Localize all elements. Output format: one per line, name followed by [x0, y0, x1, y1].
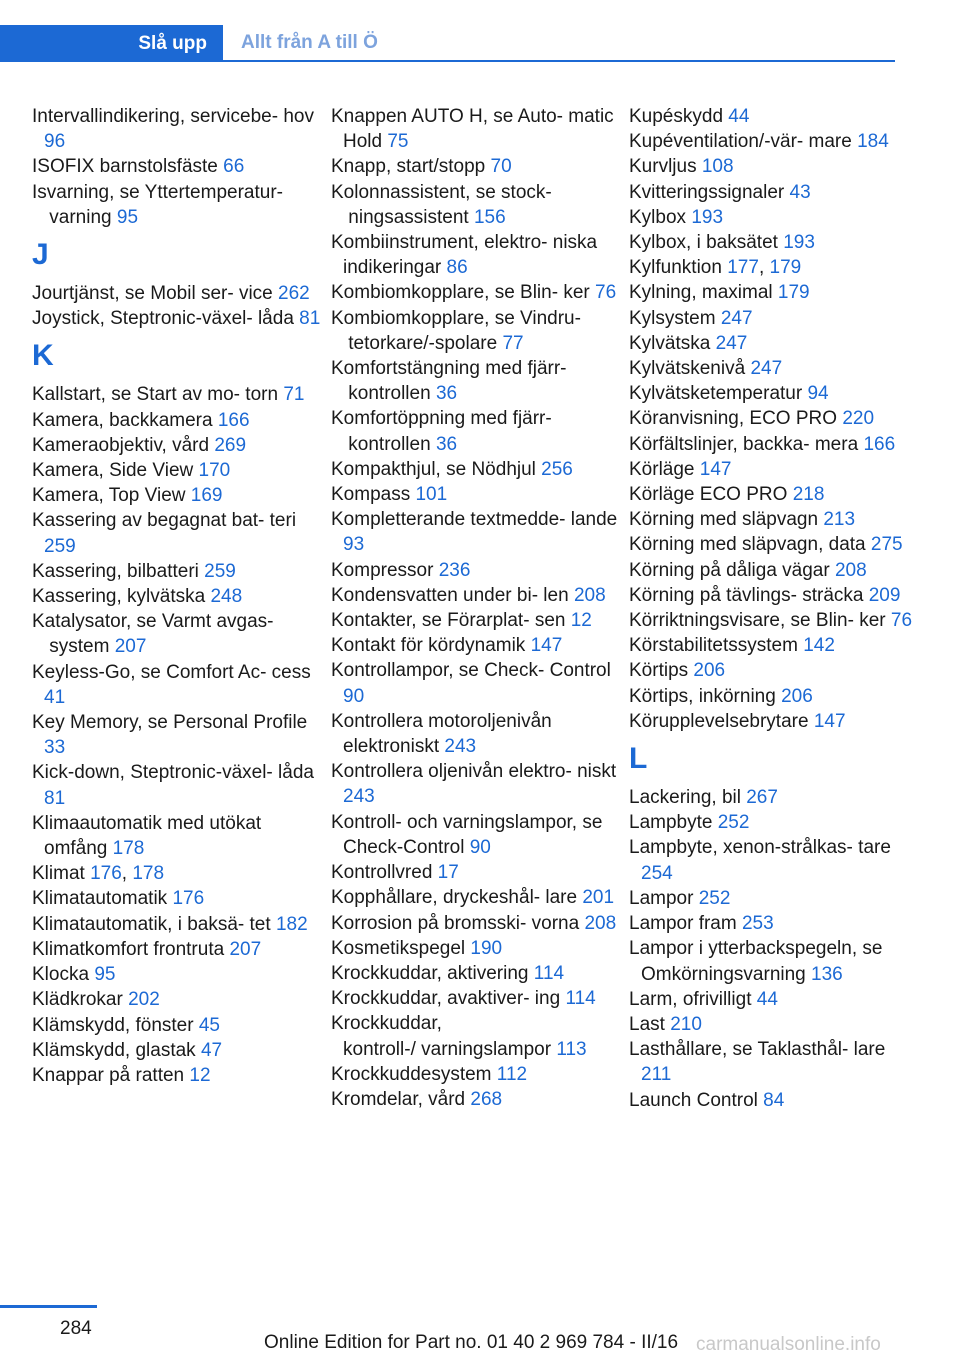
page-ref-link[interactable]: 208: [584, 912, 617, 934]
index-entry: [32, 937, 322, 962]
entry-text: Lampor fram: [629, 913, 737, 935]
index-entry: [331, 1062, 621, 1087]
entry-text: Kompakthjul, se Nödhjul: [331, 458, 536, 480]
entry-text: Kylvätskenivå: [629, 358, 746, 380]
header-divider: [0, 60, 895, 62]
page-ref-link[interactable]: 86: [446, 257, 468, 279]
page-ref-link[interactable]: 201: [582, 887, 615, 909]
page-ref-link[interactable]: 208: [834, 559, 867, 581]
entry-text: Kassering, bilbatteri: [32, 560, 199, 582]
entry-text: Kompass: [331, 484, 411, 506]
entry-text: Körning på dåliga vägar: [629, 559, 830, 581]
entry-text: Krockkuddar, avaktiver- ing: [331, 988, 561, 1010]
index-column-3: [629, 104, 919, 1113]
page-ref-link[interactable]: 220: [842, 408, 875, 430]
entry-text: Kromdelar, vård: [331, 1088, 466, 1110]
entry-text: Krockkuddesystem: [331, 1063, 492, 1085]
page-ref-link[interactable]: 211: [641, 1064, 672, 1086]
entry-text: Kupéventilation/-vär- mare: [629, 131, 852, 153]
section-letter: K: [32, 339, 54, 373]
index-entry: [629, 406, 919, 431]
entry-text: Kontrollampor, se Check- Control: [331, 660, 611, 682]
index-entry: [629, 356, 919, 381]
page-ref-link[interactable]: 190: [470, 937, 503, 959]
index-entry: [629, 306, 919, 331]
index-entry: [331, 633, 621, 658]
page-ref-link[interactable]: 184: [857, 131, 889, 153]
index-entry: [331, 356, 621, 406]
tab-sla-upp[interactable]: Slå upp: [0, 25, 223, 62]
entry-text: Kamera, Top View: [32, 485, 186, 507]
index-entry: [331, 583, 621, 608]
page-ref-link[interactable]: 208: [573, 584, 606, 606]
page-ref-link[interactable]: 275: [870, 534, 903, 556]
entry-text: Kontrollera motoroljenivån elektroniskt: [331, 710, 552, 758]
index-entry: [331, 154, 621, 179]
entry-text: Kassering av begagnat bat- teri: [32, 510, 297, 532]
index-entry: [331, 1087, 621, 1112]
index-entry: [629, 987, 919, 1012]
page-ref-link[interactable]: 147: [530, 635, 563, 657]
index-entry: [629, 608, 919, 633]
entry-text: Kylfunktion: [629, 257, 722, 279]
page-ref-link[interactable]: 213: [823, 509, 856, 531]
index-entry: [32, 433, 322, 458]
index-entry: [32, 104, 322, 154]
index-entry: [32, 962, 322, 987]
entry-text: Kompletterande textmedde- lande: [331, 509, 618, 531]
page-ref-link[interactable]: 166: [217, 409, 250, 431]
entry-text: Kylbox, i baksätet: [629, 232, 778, 254]
entry-text: Kassering, kylvätska: [32, 586, 206, 608]
entry-text: Körläge: [629, 458, 695, 480]
entry-text: Kosmetikspegel: [331, 937, 466, 959]
page-ref-link[interactable]: 193: [783, 232, 815, 254]
index-entry: [32, 1038, 322, 1063]
page-ref-link[interactable]: 253: [741, 913, 774, 935]
index-entry: [629, 1037, 919, 1087]
index-entry: [32, 408, 322, 433]
page-ref-link[interactable]: 76: [890, 610, 913, 632]
entry-text: Last: [629, 1013, 665, 1035]
entry-text: Lackering, bil: [629, 787, 741, 809]
entry-text: Key Memory, se Personal Profile: [32, 712, 308, 734]
page-ref-link[interactable]: 96: [44, 131, 66, 153]
header-bar: [0, 25, 895, 62]
page-ref-link[interactable]: 45: [198, 1014, 220, 1036]
index-entry: [331, 936, 621, 961]
entry-text: Isvarning, se Yttertemperatur- varning: [32, 181, 283, 228]
index-entry: [32, 1063, 322, 1088]
footer-divider: [0, 1305, 97, 1308]
index-entry: [32, 154, 322, 179]
page-ref-link[interactable]: 243: [343, 786, 375, 808]
entry-text: Kombiinstrument, elektro- niska indikeringar: [331, 232, 598, 279]
page-ref-link[interactable]: 114: [565, 988, 596, 1010]
entry-text: Klämskydd, glastak: [32, 1039, 196, 1061]
entry-text: Kolonnassistent, se stock- ningsassistent: [331, 181, 552, 228]
entry-text: Kylning, maximal: [629, 282, 773, 304]
page-ref-link[interactable]: 206: [693, 660, 726, 682]
entry-text: Lampor i ytterbackspegeln, se Omkörningsvarning: [629, 938, 883, 985]
index-entry: [32, 886, 322, 911]
entry-text: Launch Control: [629, 1089, 758, 1111]
index-entry: [32, 483, 322, 508]
index-entry: [32, 584, 322, 609]
page-ref-link[interactable]: 247: [720, 307, 753, 329]
entry-text: Klimatkomfort frontruta: [32, 938, 225, 960]
page-ref-link[interactable]: 259: [44, 535, 76, 557]
page-ref-link[interactable]: 44: [756, 988, 778, 1010]
index-entry: [32, 306, 322, 331]
index-entry: [629, 331, 919, 356]
page-ref-link[interactable]: 66: [223, 156, 245, 178]
index-entry: [629, 457, 919, 482]
entry-text: Kvitteringssignaler: [629, 181, 785, 203]
index-entry: [331, 885, 621, 910]
page-ref-link[interactable]: 75: [387, 131, 409, 153]
index-entry: [629, 205, 919, 230]
index-entry: [629, 1088, 919, 1113]
index-entry: [331, 709, 621, 759]
entry-text: Lampbyte, xenon-strålkas- tare: [629, 837, 891, 859]
page-ref-link[interactable]: 178: [112, 838, 145, 860]
index-entry: [629, 280, 919, 305]
page-ref-link[interactable]: 112: [496, 1063, 528, 1085]
index-entry: [32, 710, 322, 760]
page-ref-link[interactable]: 206: [781, 685, 813, 707]
page-ref-link[interactable]: 36: [435, 383, 458, 405]
page-ref-link[interactable]: 77: [502, 332, 524, 354]
index-entry: [32, 508, 322, 558]
entry-text: Kupéskydd: [629, 106, 724, 127]
entry-text: Kombiomkopplare, se Blin- ker: [331, 282, 590, 304]
entry-text: Kontroll- och varningslampor, se Check-Control: [331, 811, 603, 858]
entry-text: Kondensvatten under bi- len: [331, 584, 569, 606]
page-ref-link[interactable]: 33: [44, 737, 66, 759]
index-entry: [629, 785, 919, 810]
entry-text: Klocka: [32, 964, 90, 986]
page-ref-link[interactable]: 147: [699, 458, 732, 480]
page-ref-link[interactable]: 182: [275, 913, 308, 935]
page-ref-link[interactable]: 254: [641, 862, 673, 884]
entry-text: Körtips, inkörning: [629, 685, 776, 707]
index-entry: [331, 759, 621, 809]
index-column-1: [32, 104, 322, 1088]
page-ref-link[interactable]: 207: [114, 636, 147, 658]
index-entry: [629, 886, 919, 911]
page-ref-link[interactable]: 178: [132, 863, 165, 885]
entry-text: Korrosion på bromsski- vorna: [331, 912, 580, 934]
entry-text: Körtips: [629, 660, 689, 682]
entry-text: Köranvisning, ECO PRO: [629, 408, 838, 430]
entry-text: Kurvljus: [629, 156, 697, 178]
page-ref-link[interactable]: 76: [595, 282, 617, 304]
index-entry: [32, 180, 322, 230]
entry-text: Lasthållare, se Taklasthål- lare: [629, 1039, 886, 1061]
entry-text: Körning på tävlings- sträcka: [629, 584, 864, 606]
page-ref-link[interactable]: 169: [190, 485, 223, 507]
index-entry: [32, 458, 322, 483]
page-ref-link[interactable]: 108: [701, 156, 734, 178]
page-ref-link[interactable]: 136: [811, 963, 843, 985]
page-ref-link[interactable]: 36: [435, 433, 458, 455]
page-ref-link[interactable]: 202: [128, 989, 160, 1011]
entry-text: Kylbox: [629, 206, 687, 228]
page-ref-link[interactable]: 90: [469, 836, 491, 858]
entry-text: Klädkrokar: [32, 989, 123, 1011]
index-entry: [331, 230, 621, 280]
index-entry: [331, 860, 621, 885]
entry-text: Körfältslinjer, backka- mera: [629, 433, 859, 455]
index-entry: [629, 835, 919, 885]
index-entry: [32, 660, 322, 710]
page-ref-link[interactable]: 17: [437, 862, 459, 884]
index-entry: [629, 709, 919, 734]
page-ref-link[interactable]: 84: [763, 1089, 785, 1111]
entry-text: Katalysator, se Varmt avgas- system: [32, 611, 274, 658]
page-ref-link[interactable]: 179: [769, 257, 802, 279]
entry-text: Körläge ECO PRO: [629, 484, 788, 506]
page-ref-link[interactable]: 193: [691, 206, 724, 228]
index-entry: [629, 129, 919, 154]
index-entry: [629, 432, 919, 457]
entry-text: Körning med släpvagn, data: [629, 534, 866, 556]
page-ref-link[interactable]: 166: [863, 433, 896, 455]
page-ref-link[interactable]: 262: [278, 283, 310, 305]
entry-text: Krockkuddar, aktivering: [331, 962, 529, 984]
index-entry: [629, 658, 919, 683]
index-entry: [331, 986, 621, 1011]
index-entry: [629, 180, 919, 205]
index-entry: Klimat 176, 178: [32, 863, 165, 885]
page-ref-link[interactable]: 114: [533, 962, 565, 984]
entry-text: Komfortstängning med fjärr- kontrollen: [331, 358, 567, 405]
page-ref-link[interactable]: 218: [792, 484, 825, 506]
index-entry: [629, 1012, 919, 1037]
page-ref-link[interactable]: 176: [172, 888, 205, 910]
entry-text: Lampbyte: [629, 812, 713, 834]
index-entry: [32, 987, 322, 1012]
index-entry: [32, 912, 322, 937]
page-ref-link[interactable]: 209: [868, 584, 901, 606]
entry-text: Kopphållare, dryckeshål- lare: [331, 887, 578, 909]
page-ref-link[interactable]: 81: [44, 787, 66, 809]
index-entry: [629, 684, 919, 709]
entry-text: Kompressor: [331, 559, 434, 581]
page-ref-link[interactable]: 95: [116, 206, 139, 228]
entry-text: Knappen AUTO H, se Auto- matic Hold: [331, 106, 614, 153]
index-entry: [331, 810, 621, 860]
index-entry: [32, 382, 322, 407]
page-ref-link[interactable]: 71: [283, 384, 305, 406]
page-ref-link[interactable]: 94: [807, 383, 829, 405]
entry-text: Intervallindikering, servicebe- hov: [32, 106, 314, 127]
entry-text: Körning med släpvagn: [629, 509, 819, 531]
page-ref-link[interactable]: 90: [343, 685, 365, 707]
index-entry: [331, 608, 621, 633]
index-entry: [629, 532, 919, 557]
entry-text: Knappar på ratten: [32, 1064, 185, 1086]
entry-text: Körriktningsvisare, se Blin- ker: [629, 610, 886, 632]
index-entry: [629, 911, 919, 936]
page-ref-link[interactable]: 44: [728, 106, 750, 127]
page-ref-link[interactable]: 95: [94, 964, 116, 986]
edition-text: Online Edition for Part no. 01 40 2 969 784 - II/16: [264, 1332, 679, 1353]
entry-text: Kamera, backkamera: [32, 409, 213, 431]
index-entry: [629, 381, 919, 406]
page-ref-link[interactable]: 170: [198, 460, 231, 482]
index-entry: [629, 583, 919, 608]
page-ref-link[interactable]: 81: [299, 308, 321, 330]
entry-text: Klimatautomatik, i baksä- tet: [32, 913, 271, 935]
entry-text: Klimaautomatik med utökat omfång: [32, 812, 262, 860]
entry-text: Kontrollvred: [331, 862, 433, 884]
page-ref-link[interactable]: 156: [473, 206, 506, 228]
index-entry: [32, 1013, 322, 1038]
entry-text: Körupplevelsebrytare: [629, 710, 809, 732]
page-ref-link[interactable]: 101: [415, 484, 448, 506]
page-ref-link[interactable]: 248: [210, 586, 243, 608]
page-ref-link[interactable]: 176: [90, 863, 122, 885]
entry-text: Klimat: [32, 863, 85, 885]
entry-text: ISOFIX barnstolsfäste: [32, 156, 218, 178]
index-entry: [629, 558, 919, 583]
index-entry: [629, 482, 919, 507]
tab-allt-fran-a-till-o[interactable]: Allt från A till Ö: [241, 31, 378, 53]
page-ref-link[interactable]: 70: [490, 156, 512, 178]
page-ref-link[interactable]: 259: [204, 560, 236, 582]
page-ref-link[interactable]: 147: [813, 710, 846, 732]
index-entry: [32, 811, 322, 861]
entry-text: Klimatautomatik: [32, 888, 168, 910]
index-entry: Kylfunktion 177, 179: [629, 257, 802, 279]
index-entry: [331, 457, 621, 482]
entry-text: Kylvätska: [629, 332, 711, 354]
index-entry: [331, 180, 621, 230]
index-entry: [32, 760, 322, 810]
index-entry: [331, 104, 621, 154]
entry-text: Kamera, Side View: [32, 460, 194, 482]
index-entry: [331, 280, 621, 305]
entry-text: Joystick, Steptronic-växel- låda: [32, 308, 294, 330]
index-entry: [629, 230, 919, 255]
index-column-2: [331, 104, 621, 1112]
page-ref-link[interactable]: 142: [803, 635, 835, 657]
index-entry: [32, 609, 322, 659]
entry-text: Keyless-Go, se Comfort Ac- cess: [32, 661, 311, 683]
page-ref-link[interactable]: 243: [444, 736, 477, 758]
index-entry: [629, 633, 919, 658]
entry-text: Kallstart, se Start av mo- torn: [32, 384, 279, 406]
page-ref-link[interactable]: 177: [727, 257, 759, 279]
index-entry: [331, 482, 621, 507]
page-ref-link[interactable]: 210: [670, 1013, 702, 1035]
page-ref-link[interactable]: 268: [470, 1088, 503, 1110]
index-entry: [331, 406, 621, 456]
page-ref-link[interactable]: 47: [200, 1039, 223, 1061]
page-ref-link[interactable]: 256: [541, 458, 573, 480]
entry-text: Kick-down, Steptronic-växel- låda: [32, 762, 314, 784]
entry-text: Kameraobjektiv, vård: [32, 434, 210, 456]
entry-text: Kylsystem: [629, 307, 716, 329]
entry-text: Kontakter, se Förarplat- sen: [331, 610, 566, 632]
entry-text: Kombiomkopplare, se Vindru- tetorkare/-spolare: [331, 307, 581, 354]
index-entry: [331, 558, 621, 583]
index-entry: [331, 507, 621, 557]
entry-text: Krockkuddar, kontroll-/ varningslampor: [331, 1013, 552, 1060]
page-ref-link[interactable]: 113: [556, 1038, 587, 1060]
entry-text: Klämskydd, fönster: [32, 1014, 194, 1036]
index-entry: [331, 961, 621, 986]
entry-text: Jourtjänst, se Mobil ser- vice: [32, 283, 273, 305]
page-ref-link[interactable]: 252: [717, 812, 750, 834]
index-entry: [331, 1011, 621, 1061]
entry-text: Körstabilitetssystem: [629, 635, 798, 657]
entry-text: Kontrollera oljenivån elektro- niskt: [331, 761, 617, 783]
page-ref-link[interactable]: 41: [44, 686, 66, 708]
entry-text: Knapp, start/stopp: [331, 156, 486, 178]
page-ref-link[interactable]: 93: [343, 534, 365, 556]
entry-text: Kontakt för kördynamik: [331, 635, 526, 657]
page-ref-link[interactable]: 179: [777, 282, 810, 304]
page-ref-link[interactable]: 269: [214, 434, 247, 456]
index-entry: [629, 936, 919, 986]
entry-text: Kylvätsketemperatur: [629, 383, 803, 405]
page-ref-link[interactable]: 267: [746, 787, 778, 809]
page-ref-link[interactable]: 207: [229, 938, 262, 960]
section-letter: L: [629, 742, 648, 776]
page-ref-link[interactable]: 43: [789, 181, 811, 203]
page-ref-link[interactable]: 247: [750, 358, 783, 380]
index-entry: [629, 104, 919, 129]
index-entry: [629, 507, 919, 532]
watermark: carmanualsonline.info: [696, 1334, 881, 1355]
index-entry: [32, 559, 322, 584]
section-letter: J: [32, 238, 49, 272]
entry-text: Komfortöppning med fjärr- kontrollen: [331, 408, 552, 455]
page-number: 284: [60, 1318, 92, 1339]
index-entry: [629, 810, 919, 835]
index-entry: [629, 154, 919, 179]
index-entry: [331, 306, 621, 356]
page-ref-link[interactable]: 12: [570, 610, 592, 632]
index-entry: [331, 911, 621, 936]
entry-text: Larm, ofrivilligt: [629, 988, 752, 1010]
page-ref-link[interactable]: 236: [438, 559, 471, 581]
page-ref-link[interactable]: 252: [698, 887, 731, 909]
index-entry: [32, 281, 322, 306]
page-ref-link[interactable]: 12: [189, 1064, 211, 1086]
page-ref-link[interactable]: 247: [715, 332, 748, 354]
index-entry: [331, 658, 621, 708]
entry-text: Lampor: [629, 887, 694, 909]
